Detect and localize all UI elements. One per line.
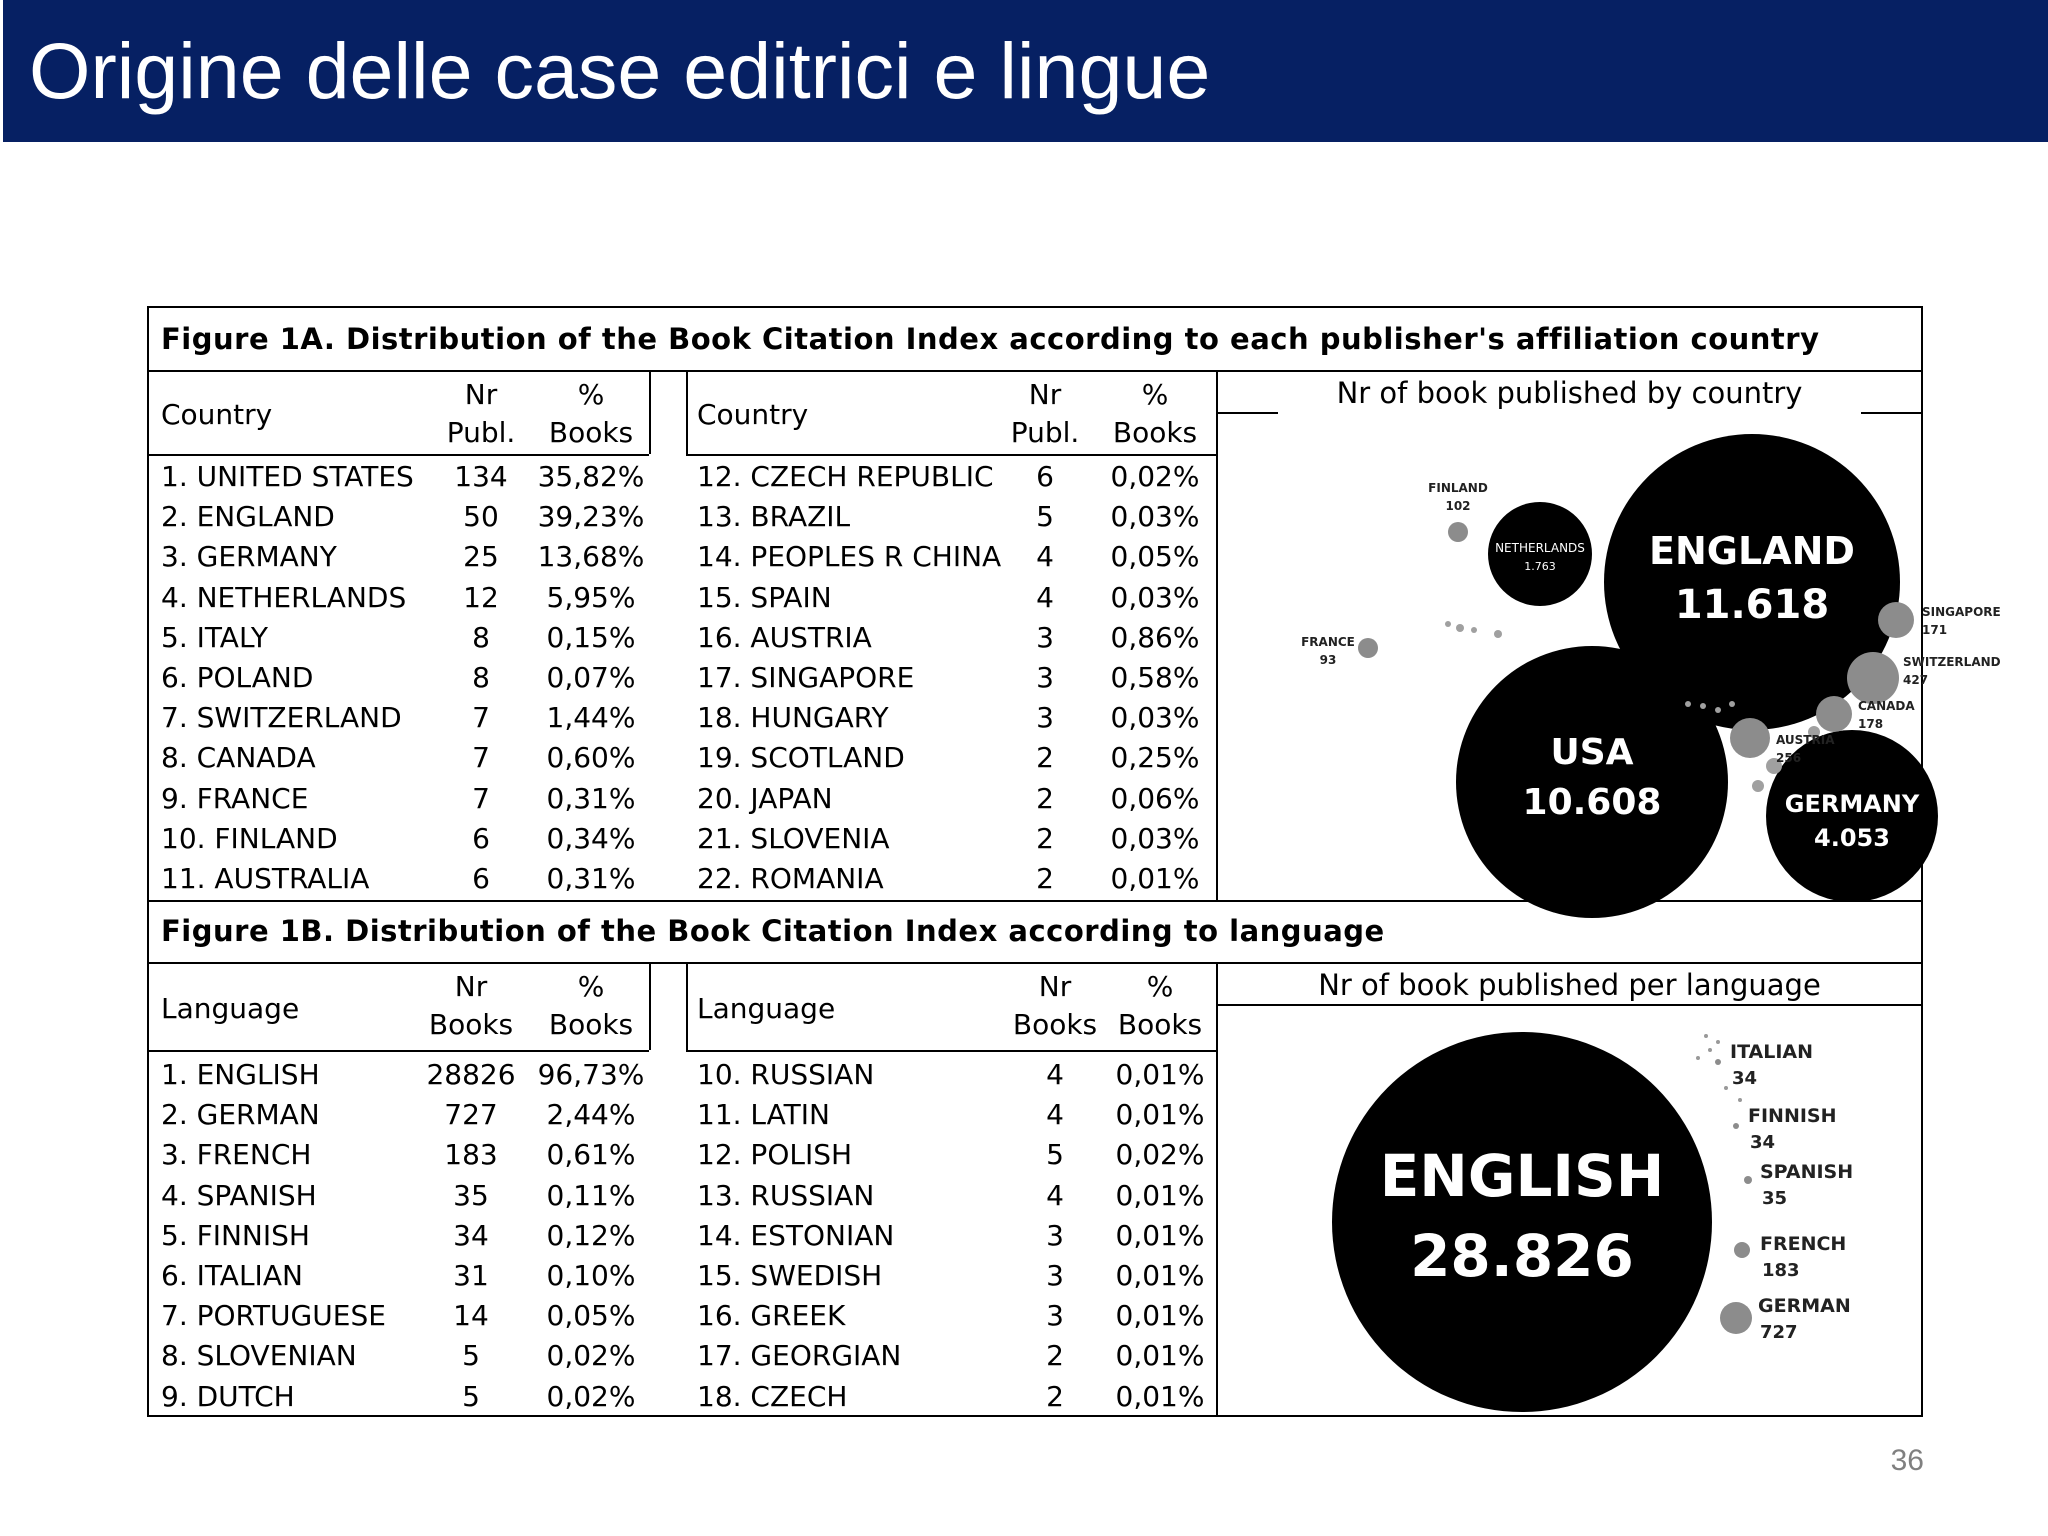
divider	[649, 370, 651, 454]
table-row-percent: 0,31%	[546, 781, 636, 815]
col-header-books: Books	[428, 1008, 514, 1041]
table-row-percent: 0,07%	[546, 661, 636, 694]
bubble-label: AUSTRIA	[1776, 733, 1835, 747]
country-chart-title: Nr of book published by country	[1336, 376, 1803, 410]
table-row-name: 3. FRENCH	[161, 1138, 312, 1172]
col-header-publ: Publ.	[1010, 416, 1080, 449]
figure-1b-heading: Figure 1B. Distribution of the Book Citation Index according to language	[161, 914, 1385, 948]
table-row-percent: 0,01%	[1115, 1299, 1205, 1333]
table-row-count: 5	[1036, 500, 1054, 534]
bubble-label: ENGLAND	[1649, 529, 1855, 573]
divider	[149, 370, 1921, 372]
table-row-percent: 0,60%	[546, 741, 636, 775]
table-row-count: 3	[1046, 1259, 1064, 1292]
bubble	[1730, 718, 1770, 758]
table-row-name: 17. GEORGIAN	[697, 1339, 902, 1373]
bubble-label: GERMANY	[1784, 790, 1920, 818]
bubble-value: 34	[1750, 1132, 1776, 1153]
bubble-label: FINLAND	[1428, 481, 1488, 495]
table-row-percent: 0,10%	[546, 1259, 636, 1292]
bubble	[1704, 1034, 1708, 1038]
bubble-label: FRENCH	[1760, 1233, 1847, 1255]
table-row-count: 5	[462, 1379, 480, 1413]
table-row-percent: 0,02%	[546, 1379, 636, 1413]
table-row-percent: 0,01%	[1115, 1098, 1205, 1132]
divider	[686, 370, 688, 454]
table-row-name: 6. POLAND	[161, 661, 314, 694]
table-row-percent: 0,01%	[1115, 1339, 1205, 1373]
bubble-value: 178	[1858, 717, 1884, 731]
col-header-books: Books	[548, 416, 634, 449]
bubble-value: 727	[1760, 1322, 1798, 1343]
table-row-percent: 13,68%	[537, 540, 645, 574]
col-header-books: Books	[548, 1008, 634, 1041]
table-row-name: 20. JAPAN	[697, 781, 833, 815]
table-row-name: 10. RUSSIAN	[697, 1058, 875, 1091]
bubble	[1715, 707, 1721, 713]
bubble-value: 93	[1319, 653, 1337, 667]
table-row-count: 4	[1036, 540, 1054, 574]
bubble	[1716, 1040, 1720, 1044]
table-row-percent: 0,03%	[1110, 500, 1200, 534]
bubble-value: 1.763	[1524, 560, 1556, 573]
table-row-count: 12	[463, 580, 499, 614]
table-row-count: 2	[1046, 1379, 1064, 1413]
table-row-count: 6	[1036, 460, 1054, 493]
bubble-value: 256	[1776, 751, 1802, 765]
table-row-name: 16. GREEK	[697, 1299, 846, 1333]
bubble-value: 10.608	[1522, 782, 1662, 823]
table-row-percent: 0,05%	[546, 1299, 636, 1333]
table-row-percent: 0,03%	[1110, 701, 1200, 735]
table-row-name: 7. PORTUGUESE	[161, 1299, 386, 1333]
table-row-name: 22. ROMANIA	[697, 862, 884, 895]
bubble-value: 4.053	[1814, 824, 1890, 852]
table-row-name: 2. GERMAN	[161, 1098, 320, 1132]
table-row-name: 17. SINGAPORE	[697, 661, 915, 694]
figure-panel	[147, 306, 2001, 1417]
table-row-name: 18. CZECH	[697, 1379, 848, 1413]
divider	[149, 454, 649, 456]
table-row-name: 4. SPANISH	[161, 1178, 317, 1212]
bubble-label: CANADA	[1858, 699, 1915, 713]
table-row-count: 25	[463, 540, 499, 574]
table-row-percent: 0,25%	[1110, 741, 1200, 775]
col-header-books: Books	[1117, 1008, 1203, 1041]
col-header-language: Language	[697, 992, 836, 1025]
bubble	[1744, 1176, 1752, 1184]
table-row-count: 2	[1036, 821, 1054, 855]
table-row-name: 1. UNITED STATES	[161, 460, 414, 493]
table-row-count: 3	[1036, 701, 1054, 735]
table-row-count: 6	[472, 862, 490, 895]
table-row-count: 31	[453, 1259, 489, 1292]
page-number: 36	[1890, 1444, 1924, 1477]
table-row-count: 8	[472, 661, 490, 694]
divider	[686, 1050, 1216, 1052]
table-row-percent: 0,01%	[1115, 1218, 1205, 1252]
table-row-count: 7	[472, 701, 490, 735]
table-row-percent: 0,01%	[1115, 1058, 1205, 1091]
table-row-count: 8	[472, 620, 490, 654]
bubble-label: FRANCE	[1301, 635, 1355, 649]
table-row-name: 9. DUTCH	[161, 1379, 295, 1413]
divider	[686, 962, 688, 1050]
bubble	[1456, 624, 1464, 632]
bubble	[1700, 703, 1706, 709]
bubble	[1471, 627, 1477, 633]
bubble	[1752, 780, 1764, 792]
bubble-value: 35	[1762, 1188, 1788, 1209]
bubble-value: 11.618	[1674, 582, 1830, 628]
table-row-name: 11. LATIN	[697, 1098, 830, 1132]
bubble	[1696, 1056, 1700, 1060]
col-header-nr: Nr	[454, 970, 488, 1003]
col-header-country: Country	[697, 398, 809, 431]
table-row-count: 50	[463, 500, 499, 534]
table-row-count: 4	[1046, 1058, 1064, 1091]
table-row-count: 7	[472, 741, 490, 775]
bubble-value: 171	[1922, 623, 1948, 637]
table-row-count: 2	[1036, 741, 1054, 775]
col-header-pct: %	[1141, 378, 1169, 411]
bubble	[1847, 652, 1899, 704]
table-row-count: 5	[462, 1339, 480, 1373]
table-row-percent: 0,03%	[1110, 580, 1200, 614]
divider	[149, 962, 1921, 964]
slide-title: Origine delle case editrici e lingue	[29, 26, 1211, 115]
bubble	[1724, 1086, 1728, 1090]
table-row-percent: 0,15%	[546, 620, 636, 654]
title-bar	[3, 0, 2048, 142]
bubble	[1729, 701, 1735, 707]
table-row-percent: 0,01%	[1115, 1379, 1205, 1413]
col-header-nr: Nr	[1028, 378, 1062, 411]
table-row-name: 13. BRAZIL	[697, 500, 851, 534]
table-row-name: 10. FINLAND	[161, 821, 338, 855]
table-row-percent: 0,03%	[1110, 821, 1200, 855]
table-row-name: 8. CANADA	[161, 741, 316, 775]
table-row-percent: 0,34%	[546, 821, 636, 855]
table-row-name: 2. ENGLAND	[161, 500, 335, 534]
table-row-count: 4	[1036, 580, 1054, 614]
table-row-name: 19. SCOTLAND	[697, 741, 905, 775]
table-row-count: 6	[472, 821, 490, 855]
table-row-percent: 2,44%	[546, 1098, 636, 1132]
table-row-name: 15. SWEDISH	[697, 1259, 883, 1292]
table-row-percent: 0,02%	[1115, 1138, 1205, 1172]
table-row-name: 18. HUNGARY	[697, 701, 889, 735]
bubble-label: SWITZERLAND	[1903, 655, 2001, 669]
bubble	[1734, 1242, 1750, 1258]
table-row-name: 9. FRANCE	[161, 781, 309, 815]
table-row-name: 12. CZECH REPUBLIC	[697, 460, 994, 493]
table-row-name: 13. RUSSIAN	[697, 1178, 875, 1212]
bubble-label: ITALIAN	[1730, 1041, 1814, 1063]
table-row-count: 2	[1046, 1339, 1064, 1373]
bubble	[1720, 1302, 1752, 1334]
bubble	[1448, 522, 1468, 542]
table-row-percent: 0,11%	[546, 1178, 636, 1212]
table-row-name: 15. SPAIN	[697, 580, 832, 614]
table-row-percent: 0,01%	[1115, 1178, 1205, 1212]
bubble-label: SINGAPORE	[1922, 605, 2001, 619]
table-row-name: 16. AUSTRIA	[697, 620, 872, 654]
table-row-percent: 0,05%	[1110, 540, 1200, 574]
bubble-value: 102	[1445, 499, 1471, 513]
language-bubble-chart	[1218, 1006, 1921, 1415]
col-header-nr: Nr	[1038, 970, 1072, 1003]
table-row-percent: 0,01%	[1110, 862, 1200, 895]
table-row-percent: 0,31%	[546, 862, 636, 895]
language-chart-title: Nr of book published per language	[1318, 968, 1821, 1002]
table-row-percent: 0,58%	[1110, 661, 1200, 694]
table-row-percent: 0,02%	[546, 1339, 636, 1373]
bubble-label: FINNISH	[1748, 1105, 1837, 1127]
col-header-books: Books	[1112, 416, 1198, 449]
table-row-name: 21. SLOVENIA	[697, 821, 890, 855]
col-header-pct: %	[577, 970, 605, 1003]
table-row-count: 4	[1046, 1178, 1064, 1212]
table-row-percent: 0,12%	[546, 1218, 636, 1252]
table-row-name: 3. GERMANY	[161, 540, 337, 574]
bubble	[1816, 696, 1852, 732]
table-row-name: 5. FINNISH	[161, 1218, 310, 1252]
table-row-name: 4. NETHERLANDS	[161, 580, 407, 614]
table-row-count: 14	[453, 1299, 489, 1333]
divider	[149, 1050, 649, 1052]
bubble	[1685, 701, 1691, 707]
table-row-percent: 35,82%	[537, 460, 645, 493]
table-row-name: 12. POLISH	[697, 1138, 853, 1172]
table-row-percent: 0,61%	[546, 1138, 636, 1172]
table-row-percent: 0,02%	[1110, 460, 1200, 493]
bubble-value: 427	[1903, 673, 1929, 687]
bubble-label: NETHERLANDS	[1495, 541, 1585, 555]
col-header-nr: Nr	[464, 378, 498, 411]
table-row-name: 7. SWITZERLAND	[161, 701, 402, 735]
bubble	[1494, 630, 1502, 638]
table-row-name: 6. ITALIAN	[161, 1259, 303, 1292]
bubble-label: GERMAN	[1758, 1295, 1851, 1317]
table-row-percent: 0,86%	[1110, 620, 1200, 654]
divider	[649, 962, 651, 1050]
table-row-count: 4	[1046, 1098, 1064, 1132]
table-row-percent: 1,44%	[546, 701, 636, 735]
bubble-value: 28.826	[1410, 1222, 1634, 1290]
table-row-name: 14. ESTONIAN	[697, 1218, 895, 1252]
table-row-count: 727	[444, 1098, 498, 1132]
divider	[149, 900, 1921, 902]
table-row-count: 28826	[426, 1058, 516, 1091]
table-row-count: 134	[454, 460, 508, 493]
col-header-country: Country	[161, 398, 273, 431]
bubble-label: SPANISH	[1760, 1161, 1854, 1183]
col-header-pct: %	[577, 378, 605, 411]
col-header-publ: Publ.	[446, 416, 516, 449]
table-row-percent: 0,06%	[1110, 781, 1200, 815]
bubble	[1358, 638, 1378, 658]
country-bubble-chart	[1218, 414, 2001, 900]
table-row-count: 3	[1036, 620, 1054, 654]
table-row-name: 14. PEOPLES R CHINA	[697, 540, 1002, 574]
bubble-label: USA	[1550, 732, 1634, 773]
table-row-percent: 0,01%	[1115, 1259, 1205, 1292]
bubble	[1878, 602, 1914, 638]
figure-1a-heading: Figure 1A. Distribution of the Book Citation Index according to each publisher's affiliation country	[161, 322, 1820, 356]
table-row-name: 8. SLOVENIAN	[161, 1339, 357, 1373]
col-header-pct: %	[1146, 970, 1174, 1003]
table-row-percent: 5,95%	[546, 580, 636, 614]
divider	[686, 454, 1216, 456]
bubble-label: ENGLISH	[1379, 1142, 1665, 1210]
table-row-count: 5	[1046, 1138, 1064, 1172]
table-row-name: 1. ENGLISH	[161, 1058, 320, 1091]
table-row-count: 3	[1046, 1299, 1064, 1333]
bubble-value: 183	[1762, 1260, 1800, 1281]
bubble-value: 34	[1732, 1068, 1758, 1089]
table-row-percent: 96,73%	[537, 1058, 645, 1091]
table-row-count: 183	[444, 1138, 498, 1172]
table-row-name: 11. AUSTRALIA	[161, 862, 370, 895]
bubble	[1715, 1059, 1721, 1065]
table-row-count: 2	[1036, 781, 1054, 815]
table-row-count: 7	[472, 781, 490, 815]
col-header-language: Language	[161, 992, 300, 1025]
table-row-name: 5. ITALY	[161, 620, 268, 654]
bubble	[1445, 621, 1451, 627]
table-row-count: 3	[1046, 1218, 1064, 1252]
table-row-percent: 39,23%	[537, 500, 645, 534]
col-header-books: Books	[1012, 1008, 1098, 1041]
bubble	[1738, 1098, 1742, 1102]
table-row-count: 2	[1036, 862, 1054, 895]
bubble	[1733, 1123, 1739, 1129]
table-row-count: 3	[1036, 661, 1054, 694]
table-row-count: 35	[453, 1178, 489, 1212]
table-row-count: 34	[453, 1218, 489, 1252]
bubble	[1708, 1048, 1712, 1052]
